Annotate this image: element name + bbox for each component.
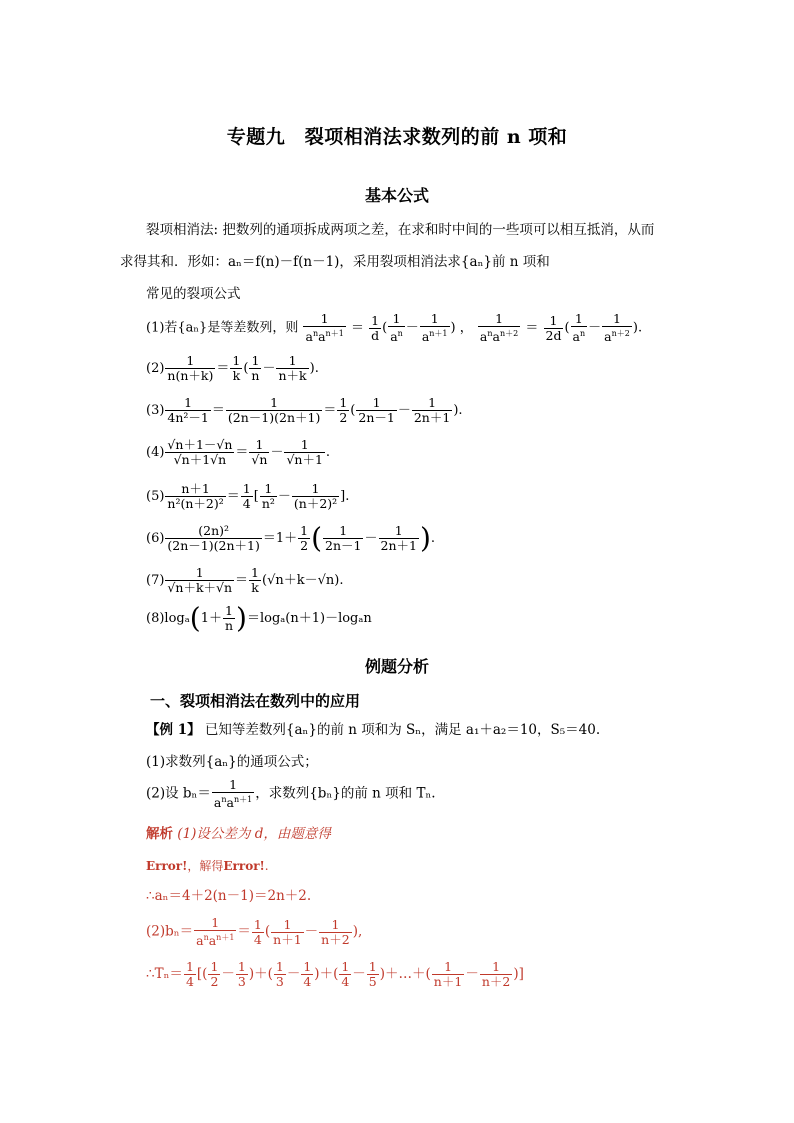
fraction: $\frac{1}{k}$ — [232, 353, 241, 383]
example-label: 【例 1】 — [146, 722, 201, 738]
example-1-stem — [146, 722, 600, 738]
error-text: Error! — [146, 859, 188, 873]
formula-8-label: (8)logₐ — [146, 611, 190, 626]
fraction: $\frac{1}{(2n-1)(2n+1)}$ — [227, 395, 321, 425]
fraction: $\frac{1}{a^na^{n+2}}$ — [479, 311, 519, 345]
fraction: $\frac{1}{a^{n+2}}$ — [604, 311, 630, 345]
equals-sign: ＝ — [525, 320, 539, 336]
fraction: $\frac{1}{a^na^{n+1}}$ — [213, 777, 253, 811]
fraction: $\frac{1}{2n-1}$ — [325, 523, 362, 553]
fraction: $\frac{1}{√n}$ — [251, 437, 268, 467]
fraction: $\frac{n+1}{\text{n²(n＋2)²}}$ — [167, 481, 224, 511]
formula-6: (6) $\frac{\text{(2n)²}}{(2n-1)(2n+1)}$ ＝1＋ $\frac{1}{2}$ ( $\frac{1}{2n-1}$ － $\frac{1}{2n+1}$ ). — [146, 521, 436, 555]
fraction: $\frac{1}{4}$ — [185, 959, 194, 989]
formula-8: (8)logₐ(1＋ $\frac{1}{n}$ )＝logₐ(n＋1)－logₐn — [146, 601, 372, 635]
fraction: $\frac{1}{n+1}$ — [273, 916, 302, 947]
fraction: $\frac{1}{4}$ — [242, 481, 251, 511]
example-1-q1: (1)求数列{aₙ}的通项公式； — [146, 754, 318, 770]
heading-basic-formulas: 基本公式 — [364, 186, 429, 205]
solution-line-1 — [146, 826, 331, 842]
fraction: $\frac{1}{a^n}$ — [572, 311, 586, 345]
formula-8-tail: ＝logₐ(n＋1)－logₐn — [246, 611, 372, 626]
fraction: $\frac{1}{5}$ — [368, 959, 377, 989]
q2-suffix: ，求数列{bₙ}的前 n 项和 Tₙ. — [255, 785, 436, 802]
error-text: Error! — [223, 859, 265, 873]
q2-prefix: (2)设 bₙ＝ — [146, 785, 211, 802]
formula-6-label: (6) — [146, 531, 165, 546]
example-text: 已知等差数列{aₙ}的前 n 项和为 Sₙ，满足 a₁＋a₂＝10，S₅＝40. — [204, 722, 601, 738]
formula-3: (3) $\frac{1}{\text{4n²－1}}$ ＝ $\frac{1}{(2n-1)(2n+1)}$ ＝ $\frac{1}{2}$ ( $\frac{1}{2n-1}$ － $\frac{1}{2n+1}$ ). — [146, 395, 463, 425]
intro-line-1: 裂项相消法: 把数列的通项拆成两项之差，在求和时中间的一些项可以相互抵消，从而 — [146, 222, 655, 238]
fraction: $\frac{1}{3}$ — [275, 959, 284, 989]
fraction: $\frac{1}{n(n+k)}$ — [167, 353, 214, 383]
period: . — [637, 320, 643, 336]
solution-line-4: (2)bₙ＝ $\frac{1}{a^na^{n+1}}$ ＝ $\frac{1}{4}$ ( $\frac{1}{n+1}$ － $\frac{1}{n+2}$ ), — [146, 915, 363, 949]
fraction: $\frac{1}{n}$ — [251, 353, 260, 383]
fraction: $\frac{1}{\text{4n²－1}}$ — [167, 395, 209, 425]
solution-label: 解析 — [146, 826, 173, 842]
solution-line-3: ∴aₙ＝4＋2(n－1)＝2n＋2. — [146, 888, 312, 904]
fraction: $\frac{1}{2}$ — [210, 959, 219, 989]
example-1-q2 — [146, 778, 436, 810]
equals-sign: ＝ — [350, 320, 364, 336]
fraction: $\frac{1}{d}$ — [371, 312, 380, 343]
fraction: $\frac{1}{√n+k+√n}$ — [167, 565, 233, 595]
fraction: $\frac{1}{n+1}$ — [433, 959, 463, 989]
fraction: $\frac{1}{a^na^{n+1}}$ — [196, 915, 235, 949]
fraction: $\frac{1}{3}$ — [237, 959, 246, 989]
solution-5-prefix: ∴Tₙ＝ — [146, 966, 183, 982]
fraction: $\frac{1}{a^n}$ — [390, 311, 403, 345]
fraction: $\frac{1}{4}$ — [341, 959, 350, 989]
fraction: $\frac{1}{\text{(n＋2)²}}$ — [293, 481, 338, 511]
formula-5: (5) $\frac{n+1}{\text{n²(n＋2)²}}$ ＝ $\frac{1}{4}$ [ $\frac{1}{\text{n²}}$ － $\frac{1}{\text{(n＋2)²}}$ ]. — [146, 481, 350, 511]
fraction: $\frac{1}{a^{n+1}}$ — [421, 311, 448, 345]
fraction: $\frac{1}{n+2}$ — [321, 916, 350, 947]
solution-text-1: (1)设公差为 d，由题意得 — [177, 826, 331, 842]
formula-5-label: (5) — [146, 489, 165, 504]
fraction: $\frac{1}{2d}$ — [545, 312, 562, 343]
formula-1-label: (1)若{aₙ}是等差数列，则 — [146, 320, 299, 336]
comma: ， — [459, 320, 473, 336]
formula-3-label: (3) — [146, 403, 165, 418]
section-1-title: 一、裂项相消法在数列中的应用 — [150, 692, 361, 710]
fraction: $\frac{1}{a^na^{n+1}}$ — [305, 311, 344, 345]
fraction: $\frac{1}{2n+1}$ — [413, 395, 451, 425]
fraction: $\frac{√n+1-√n}{√n+1√n}$ — [167, 437, 233, 467]
fraction: $\frac{1}{2n-1}$ — [358, 395, 395, 425]
formula-2: (2) $\frac{1}{n(n+k)}$ ＝ $\frac{1}{k}$ ( $\frac{1}{n}$ － $\frac{1}{n+k}$ ). — [146, 353, 319, 383]
heading-examples: 例题分析 — [364, 657, 429, 676]
fraction: $\frac{1}{\text{n²}}$ — [261, 481, 275, 511]
solution-line-2 — [146, 858, 269, 874]
formula-7: (7) $\frac{1}{√n+k+√n}$ ＝ $\frac{1}{k}$ (√n＋k－√n). — [146, 565, 344, 595]
fraction: $\frac{1}{n+2}$ — [481, 959, 511, 989]
fraction: $\frac{1}{2}$ — [339, 395, 348, 425]
fraction: $\frac{1}{4}$ — [303, 959, 312, 989]
fraction: $\frac{1}{k}$ — [251, 565, 259, 595]
fraction: $\frac{1}{√n+1}$ — [286, 437, 323, 467]
intro-line-3: 常见的裂项公式 — [146, 286, 241, 302]
solution-4-prefix: (2)bₙ＝ — [146, 923, 194, 940]
formula-4: (4) $\frac{√n+1-√n}{√n+1√n}$ ＝ $\frac{1}{√n}$ － $\frac{1}{√n+1}$ . — [146, 437, 331, 467]
fraction: $\frac{\text{(2n)²}}{(2n-1)(2n+1)}$ — [167, 523, 260, 553]
fraction: $\frac{1}{n+k}$ — [278, 353, 307, 383]
fraction: $\frac{1}{4}$ — [253, 916, 262, 947]
formula-2-label: (2) — [146, 361, 165, 376]
formula-1: (1)若{aₙ}是等差数列，则 $\frac{1}{a^na^{n+1}}$ ＝ $\frac{1}{d}$ ( $\frac{1}{a^n}$ － $\frac{1}{a^{n+1}}$ ) ， $\frac{1}{a^na^{n+2}}$ ＝ $\frac{1}{2d}$ ( $\frac{1}{a^n}$ － $\frac{1}{a^{n+2}}$ ). — [146, 311, 643, 345]
solution-line-5: ∴Tₙ＝ $\frac{1}{4}$ [( $\frac{1}{2}$ － $\frac{1}{3}$ )＋( $\frac{1}{3}$ － $\frac{1}{4}$ )＋( $\frac{1}{4}$ － $\frac{1}{5}$ )＋…＋( $\frac{1}{n+1}$ － $\frac{1}{n+2}$ )] — [146, 959, 524, 989]
fraction: $\frac{1}{2n+1}$ — [380, 523, 417, 553]
solution-mid: ，解得 — [187, 859, 224, 873]
fraction: $\frac{1}{2}$ — [300, 523, 309, 553]
page-title: 专题九 裂项相消法求数列的前 n 项和 — [226, 126, 568, 148]
fraction: $\frac{1}{n}$ — [224, 603, 234, 633]
intro-line-2: 求得其和．形如：aₙ＝f(n)－f(n－1)，采用裂项相消法求{aₙ}前 n 项和 — [120, 254, 550, 270]
formula-7-label: (7) — [146, 573, 165, 588]
period: . — [264, 859, 269, 873]
formula-4-label: (4) — [146, 445, 165, 460]
